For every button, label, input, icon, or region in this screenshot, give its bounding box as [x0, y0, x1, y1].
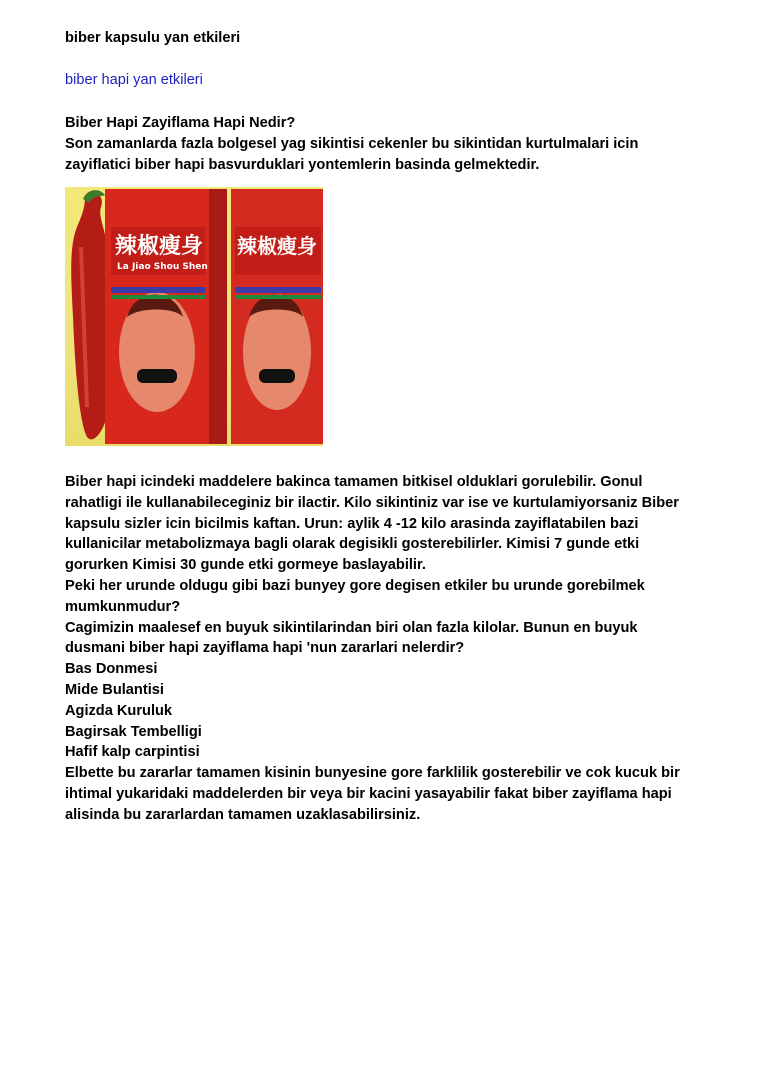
intro-heading: Biber Hapi Zayiflama Hapi Nedir?	[65, 115, 296, 131]
body-line: Elbette bu zararlar tamamen kisinin bunyesine gore farklilik gosterebilir ve cok kucuk bir	[65, 765, 680, 782]
box-right-bikini	[259, 369, 295, 383]
box-right-stripe	[235, 287, 321, 293]
box-left-stripe	[111, 295, 205, 299]
side-effect-item: Bagirsak Tembelligi	[65, 723, 202, 740]
body-line: rahatligi ile kullanabileceginiz bir ilactir. Kilo sikintiniz var ise ve kurtulamiyorsaniz Biber	[65, 494, 679, 511]
intro-line: Son zamanlarda fazla bolgesel yag sikintisi cekenler bu sikintidan kurtulmalari icin	[65, 135, 639, 152]
body-line: Biber hapi icindeki maddelere bakinca tamamen bitkisel olduklari gorulebilir. Gonul	[65, 474, 643, 490]
body-line: Peki her urunde oldugu gibi bazi bunyey gore degisen etkiler bu urunde gorebilmek	[65, 577, 645, 594]
body-line: Cagimizin maalesef en buyuk sikintilarindan biri olan fazla kilolar. Bunun en buyuk	[65, 619, 638, 636]
article-link[interactable]: biber hapi yan etkileri	[65, 72, 203, 88]
product-box-right	[231, 189, 323, 444]
box-left-chinese-text: 辣椒瘦身	[115, 234, 204, 259]
body-line: mumkunmudur?	[65, 598, 181, 615]
box-right-stripe	[235, 295, 321, 299]
body-line: ihtimal yukaridaki maddelerden bir veya bir kacini yasayabilir fakat biber zayiflama hapi	[65, 785, 672, 802]
intro-line: zayiflatici biber hapi basvurduklari yontemlerin basinda gelmektedir.	[65, 156, 540, 173]
box-left-bikini	[137, 369, 177, 383]
box-right-chinese-text: 辣椒瘦身	[237, 234, 317, 258]
side-effect-item: Agizda Kuruluk	[65, 702, 173, 719]
product-image	[65, 187, 323, 446]
article-body	[65, 472, 735, 826]
box-left-side	[209, 189, 227, 444]
intro-paragraph	[65, 113, 735, 175]
product-illustration	[65, 187, 323, 446]
box-left-stripe	[111, 287, 205, 293]
side-effect-item: Hafif kalp carpintisi	[65, 744, 200, 761]
body-line: dusmani biber hapi zayiflama hapi 'nun zararlari nelerdir?	[65, 640, 465, 657]
side-effect-item: Mide Bulantisi	[65, 681, 164, 698]
body-line: kullanicilar metabolizmaya bagli olarak degisikli gosterebilirler. Kimisi 7 gunde etki	[65, 536, 640, 553]
product-box-left	[105, 189, 227, 444]
page-title: biber kapsulu yan etkileri	[65, 30, 241, 46]
body-line: kapsulu sizler icin bicilmis kaftan. Urun: aylik 4 -12 kilo arasinda zayiflatabilen bazi	[65, 515, 639, 532]
body-line: gorurken Kimisi 30 gunde etki gormeye baslayabilir.	[65, 557, 426, 574]
body-line: alisinda bu zararlardan tamamen uzaklasabilirsiniz.	[65, 806, 421, 823]
box-left-latin-text: La Jiao Shou Shen	[117, 262, 208, 272]
side-effect-item: Bas Donmesi	[65, 661, 158, 678]
